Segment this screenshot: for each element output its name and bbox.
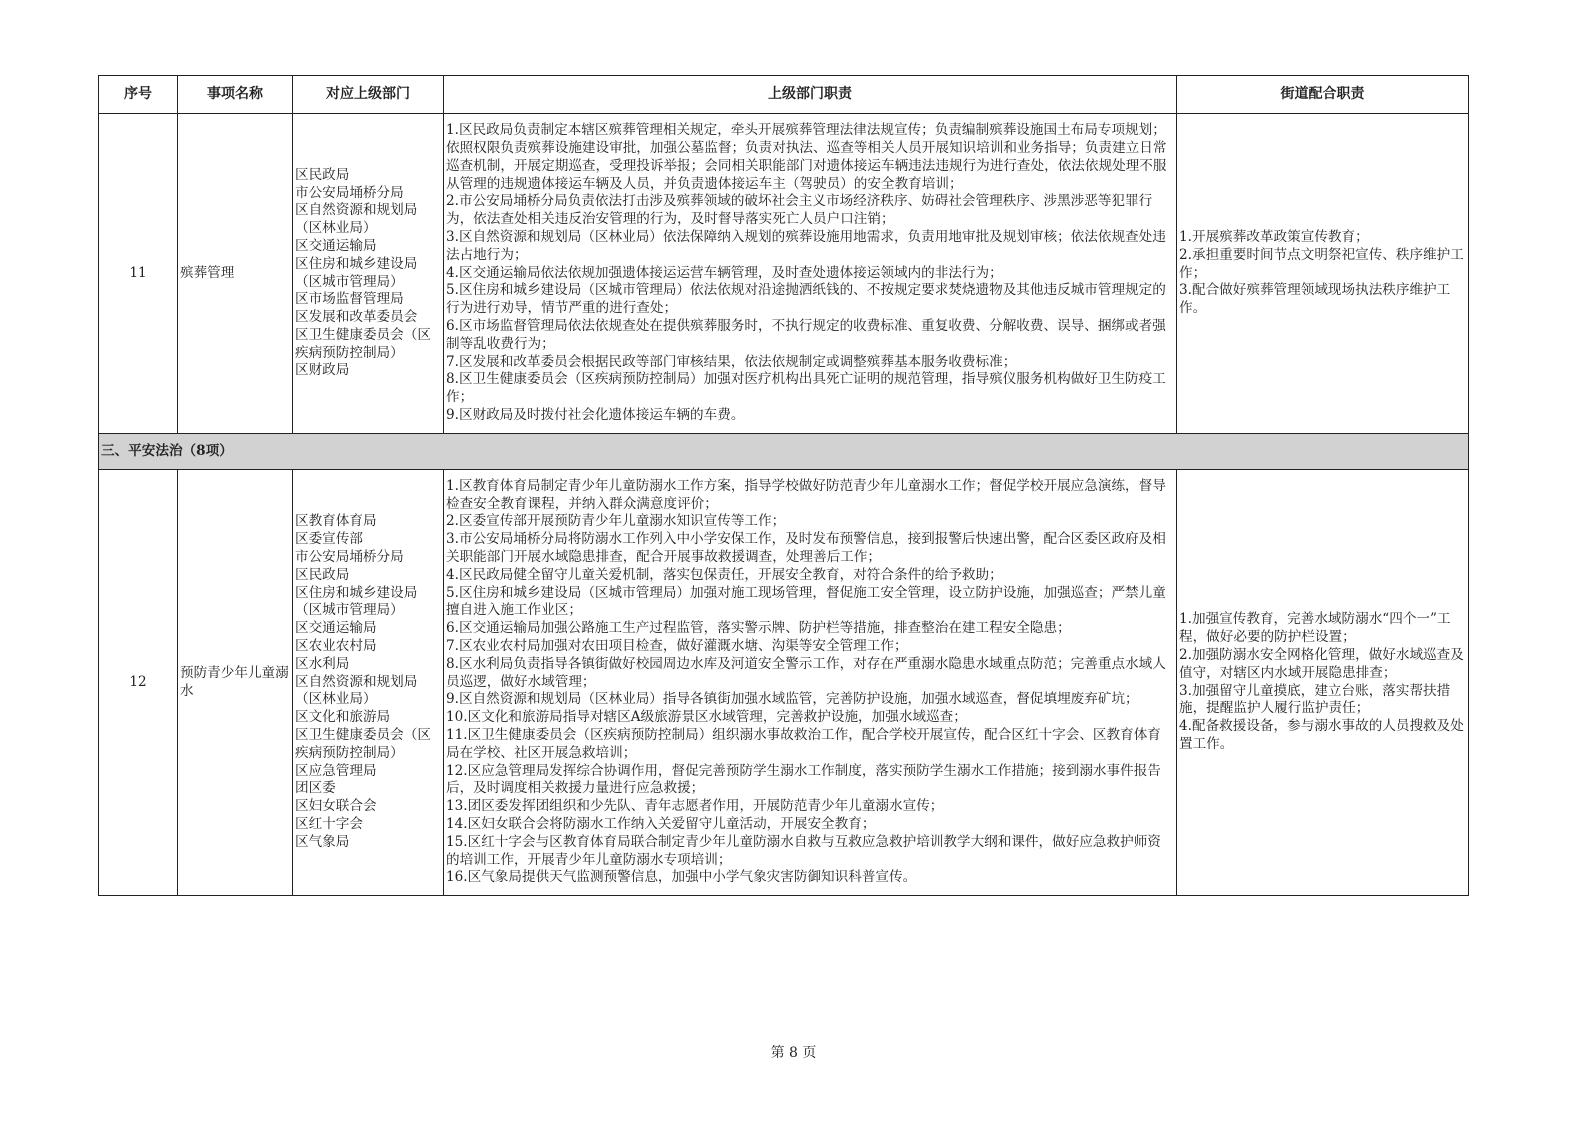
list-item: 区气象局 xyxy=(295,833,350,850)
list-item: 9.区自然资源和规划局（区林业局）指导各镇街加强水域监管，完善防护设施，加强水域巡查，督促填埋废弃矿坑； xyxy=(446,691,1139,708)
list-item: 区水利局 xyxy=(295,655,350,672)
table-row xyxy=(99,114,1469,434)
departments-cell xyxy=(293,114,444,434)
list-item: 2.区委宣传部开展预防青少年儿童溺水知识宣传等工作； xyxy=(446,513,786,530)
list-item: 区民政局 xyxy=(295,166,350,183)
list-item: 3.配合做好殡葬管理领域现场执法秩序维护工作。 xyxy=(1179,282,1451,317)
list-item: 区住房和城乡建设局（区城市管理局） xyxy=(295,584,418,619)
list-item: 8.区卫生健康委员会（区疾病预防控制局）加强对医疗机构出具死亡证明的规范管理，指导殡仪服务机构做好卫生防疫工作； xyxy=(446,371,1166,406)
list-item: 区妇女联合会 xyxy=(295,798,377,815)
list-item: 市公安局埇桥分局 xyxy=(295,549,404,566)
list-item: 7.区农业农村局加强对农田项目检查，做好灌溉水塘、沟渠等安全管理工作； xyxy=(446,638,908,654)
list-item: 2.市公安局埇桥分局负责依法打击涉及殡葬领域的破坏社会主义市场经济秩序、妨碍社会管理秩序、涉黑涉恶等犯罪行为，依法查处相关违反治安管理的行为，及时督导落实死亡人员户口注销； xyxy=(446,193,1153,228)
list-item: 1.区民政局负责制定本辖区殡葬管理相关规定，牵头开展殡葬管理法律法规宣传；负责编制殡葬设施国土布局专项规划；依照权限负责殡葬设施建设审批，加强公墓监督；负责对执法、巡查等相关人员开展知识培训和业务指导；负责建立日常巡查机制，开展定期巡查，受理投诉举报；会同相关职能部门对遗体接运车辆违法违规行为进行查处，依法依规处理不服从管理的违规遗体接运车辆及人员，并负责遗体接运车主（驾驶员）的安全教育培训； xyxy=(446,122,1167,192)
list-item: 6.区交通运输局加强公路施工生产过程监管，落实警示牌、防护栏等措施，排查整治在建工程安全隐患； xyxy=(446,620,1071,637)
list-item: 市公安局埇桥分局 xyxy=(295,184,404,201)
list-item: 区自然资源和规划局（区林业局） xyxy=(295,673,418,708)
item-name: 殡葬管理 xyxy=(178,114,293,434)
header-upper-duties: 上级部门职责 xyxy=(444,76,1177,114)
list-item: 9.区财政局及时拨付社会化遗体接运车辆的车费。 xyxy=(446,406,745,423)
list-item: 区教育体育局 xyxy=(295,513,377,530)
list-item: 区发展和改革委员会 xyxy=(295,309,418,326)
list-item: 区市场监督管理局 xyxy=(295,291,404,308)
list-item: 区农业农村局 xyxy=(295,638,377,654)
list-item: 区应急管理局 xyxy=(295,762,377,779)
section-title: 三、平安法治（8项） xyxy=(99,434,1469,470)
header-departments: 对应上级部门 xyxy=(293,76,444,114)
list-item: 团区委 xyxy=(295,780,336,797)
duties-table xyxy=(98,75,1469,896)
header-street-duties: 街道配合职责 xyxy=(1177,76,1469,114)
list-item: 3.加强留守儿童摸底，建立台账，落实帮扶措施，提醒监护人履行监护责任； xyxy=(1179,682,1451,717)
list-item: 1.开展殡葬改革政策宣传教育； xyxy=(1179,229,1369,245)
item-name: 预防青少年儿童溺水 xyxy=(178,470,293,896)
departments-cell xyxy=(293,470,444,896)
street-duties-cell xyxy=(1177,114,1469,434)
list-item: 5.区住房和城乡建设局（区城市管理局）加强对施工现场管理，督促施工安全管理，设立防护设施，加强巡查；严禁儿童擅自进入施工作业区； xyxy=(446,584,1166,619)
list-item: 区卫生健康委员会（区疾病预防控制局） xyxy=(295,326,431,361)
list-item: 区民政局 xyxy=(295,566,350,583)
header-item-name: 事项名称 xyxy=(178,76,293,114)
upper-duties-cell xyxy=(444,470,1177,896)
list-item: 区红十字会 xyxy=(295,815,363,832)
row-number: 12 xyxy=(99,470,178,896)
list-item: 16.区气象局提供天气监测预警信息，加强中小学气象灾害防御知识科普宣传。 xyxy=(446,869,917,886)
list-item: 3.市公安局埇桥分局将防溺水工作列入中小学安保工作，及时发布预警信息，接到报警后快速出警，配合区委区政府及相关职能部门开展水域隐患排查，配合开展事故救援调查，处理善后工作； xyxy=(446,531,1166,566)
row-number: 11 xyxy=(99,114,178,434)
list-item: 区自然资源和规划局（区林业局） xyxy=(295,202,418,237)
table-row xyxy=(99,470,1469,896)
list-item: 10.区文化和旅游局指导对辖区A级旅游景区水域管理，完善救护设施，加强水域巡查； xyxy=(446,709,967,726)
list-item: 区住房和城乡建设局（区城市管理局） xyxy=(295,255,418,290)
page-number: 第 8 页 xyxy=(770,1045,817,1061)
list-item: 1.区教育体育局制定青少年儿童防溺水工作方案，指导学校做好防范青少年儿童溺水工作；督促学校开展应急演练，督导检查安全教育课程，并纳入群众满意度评价； xyxy=(446,477,1166,512)
list-item: 2.加强防溺水安全网格化管理，做好水域巡查及值守，对辖区内水域开展隐患排查； xyxy=(1179,646,1464,681)
list-item: 2.承担重要时间节点文明祭祀宣传、秩序维护工作； xyxy=(1179,246,1464,281)
list-item: 4.配备救援设备，参与溺水事故的人员搜救及处置工作。 xyxy=(1179,718,1464,752)
list-item: 14.区妇女联合会将防溺水工作纳入关爱留守儿童活动，开展安全教育； xyxy=(446,815,876,832)
list-item: 15.区红十字会与区教育体育局联合制定青少年儿童防溺水自救与互救应急救护培训教学大纲和课件，做好应急救护师资的培训工作，开展青少年儿童防溺水专项培训； xyxy=(446,833,1161,868)
list-item: 5.区住房和城乡建设局（区城市管理局）依法依规对沿途抛洒纸钱的、不按规定要求焚烧遗物及其他违反城市管理规定的行为进行劝导，情节严重的进行查处； xyxy=(446,282,1166,317)
list-item: 6.区市场监督管理局依法依规查处在提供殡葬服务时，不执行规定的收费标准、重复收费、分解收费、误导、捆绑或者强制等乱收费行为； xyxy=(446,317,1166,352)
list-item: 1.加强宣传教育，完善水域防溺水“四个一”工程，做好必要的防护栏设置； xyxy=(1179,611,1451,646)
list-item: 4.区民政局健全留守儿童关爱机制，落实包保责任，开展安全教育，对符合条件的给予救助； xyxy=(446,566,1003,583)
list-item: 4.区交通运输局依法依规加强遗体接运运营车辆管理，及时查处遗体接运领域内的非法行为； xyxy=(446,264,1003,281)
table-header-row xyxy=(99,76,1469,114)
list-item: 区交通运输局 xyxy=(295,237,377,254)
list-item: 11.区卫生健康委员会（区疾病预防控制局）组织溺水事故救治工作，配合学校开展宣传，配合区红十字会、区教育体育局在学校、社区开展急救培训； xyxy=(446,726,1161,761)
upper-duties-cell xyxy=(444,114,1177,434)
list-item: 区财政局 xyxy=(295,362,350,379)
header-no: 序号 xyxy=(99,76,178,114)
list-item: 13.团区委发挥团组织和少先队、青年志愿者作用，开展防范青少年儿童溺水宣传； xyxy=(446,798,944,815)
list-item: 3.区自然资源和规划局（区林业局）依法保障纳入规划的殡葬设施用地需求，负责用地审批及规划审核；依法依规查处违法占地行为； xyxy=(446,229,1166,263)
list-item: 区交通运输局 xyxy=(295,620,377,637)
section-row xyxy=(99,434,1469,470)
list-item: 区卫生健康委员会（区疾病预防控制局） xyxy=(295,726,431,761)
list-item: 7.区发展和改革委员会根据民政等部门审核结果，依法依规制定或调整殡葬基本服务收费标准； xyxy=(446,353,1017,370)
list-item: 区文化和旅游局 xyxy=(295,709,391,726)
list-item: 区委宣传部 xyxy=(295,531,363,548)
street-duties-cell xyxy=(1177,470,1469,896)
list-item: 12.区应急管理局发挥综合协调作用，督促完善预防学生溺水工作制度，落实预防学生溺水工作措施；接到溺水事件报告后，及时调度相关救援力量进行应急救援； xyxy=(446,762,1161,797)
list-item: 8.区水利局负责指导各镇街做好校园周边水库及河道安全警示工作，对存在严重溺水隐患水域重点防范；完善重点水域人员巡逻，做好水域管理； xyxy=(446,655,1166,690)
